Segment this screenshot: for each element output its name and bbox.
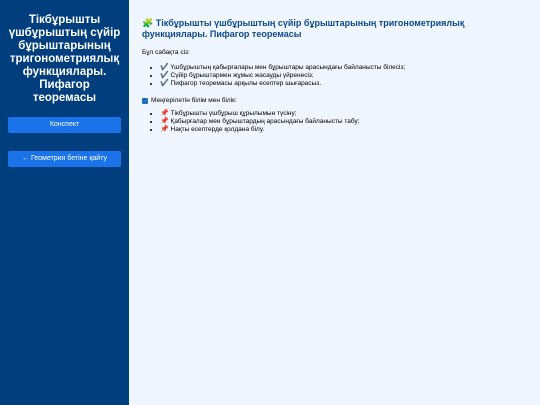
back-to-geometry-button[interactable]: ← Геометрия бетіне қайту <box>8 151 121 167</box>
page-title <box>142 18 526 39</box>
goal-text: Үшбұрыштың қабырғалары мен бұрыштары арасындағы байланысты білесіз; <box>170 64 406 71</box>
check-icon: ✔️ <box>160 72 169 79</box>
skills-list <box>142 110 526 134</box>
goal-text: Сүйір бұрыштармен жұмыс жасауды үйренесіз; <box>170 72 314 79</box>
sidebar <box>0 0 129 405</box>
skill-text: Қабырғалар мен бұрыштардың арасындағы байланысты табу; <box>170 118 360 125</box>
puzzle-icon: 🧩 <box>142 18 154 28</box>
book-icon <box>142 98 148 104</box>
goals-list <box>142 64 526 88</box>
sidebar-title: Тікбұрышты үшбұрыштың сүйір бұрыштарының тригонометриялық функциялары. Пифагор теоремасы <box>8 14 121 104</box>
notes-button[interactable]: Конспект <box>8 117 121 133</box>
skill-text: Тікбұрышты үшбұрыш құрылымын түсіну; <box>170 110 297 117</box>
pushpin-icon: 📌 <box>160 118 169 125</box>
goal-text: Пифагор теоремасы арқылы есептер шығарасыз. <box>170 80 322 87</box>
check-icon: ✔️ <box>160 64 169 71</box>
main-content <box>129 0 540 405</box>
list-item <box>160 72 526 80</box>
list-item <box>160 64 526 72</box>
list-item <box>160 126 526 134</box>
list-item <box>160 110 526 118</box>
skill-text: Нақты есептерде қолдана білу. <box>170 126 265 133</box>
list-item <box>160 80 526 88</box>
check-icon: ✔️ <box>160 80 169 87</box>
list-item <box>160 118 526 126</box>
page-title-text: Тікбұрышты үшбұрыштың сүйір бұрыштарының тригонометриялық функциялары. Пифагор теоремасы <box>142 18 465 39</box>
skills-heading-text: Меңгерілетін білім мен білік: <box>151 97 237 104</box>
skills-heading <box>142 97 526 104</box>
pushpin-icon: 📌 <box>160 110 169 117</box>
pushpin-icon: 📌 <box>160 126 169 133</box>
intro-text: Бұл сабақта сіз: <box>142 49 190 56</box>
